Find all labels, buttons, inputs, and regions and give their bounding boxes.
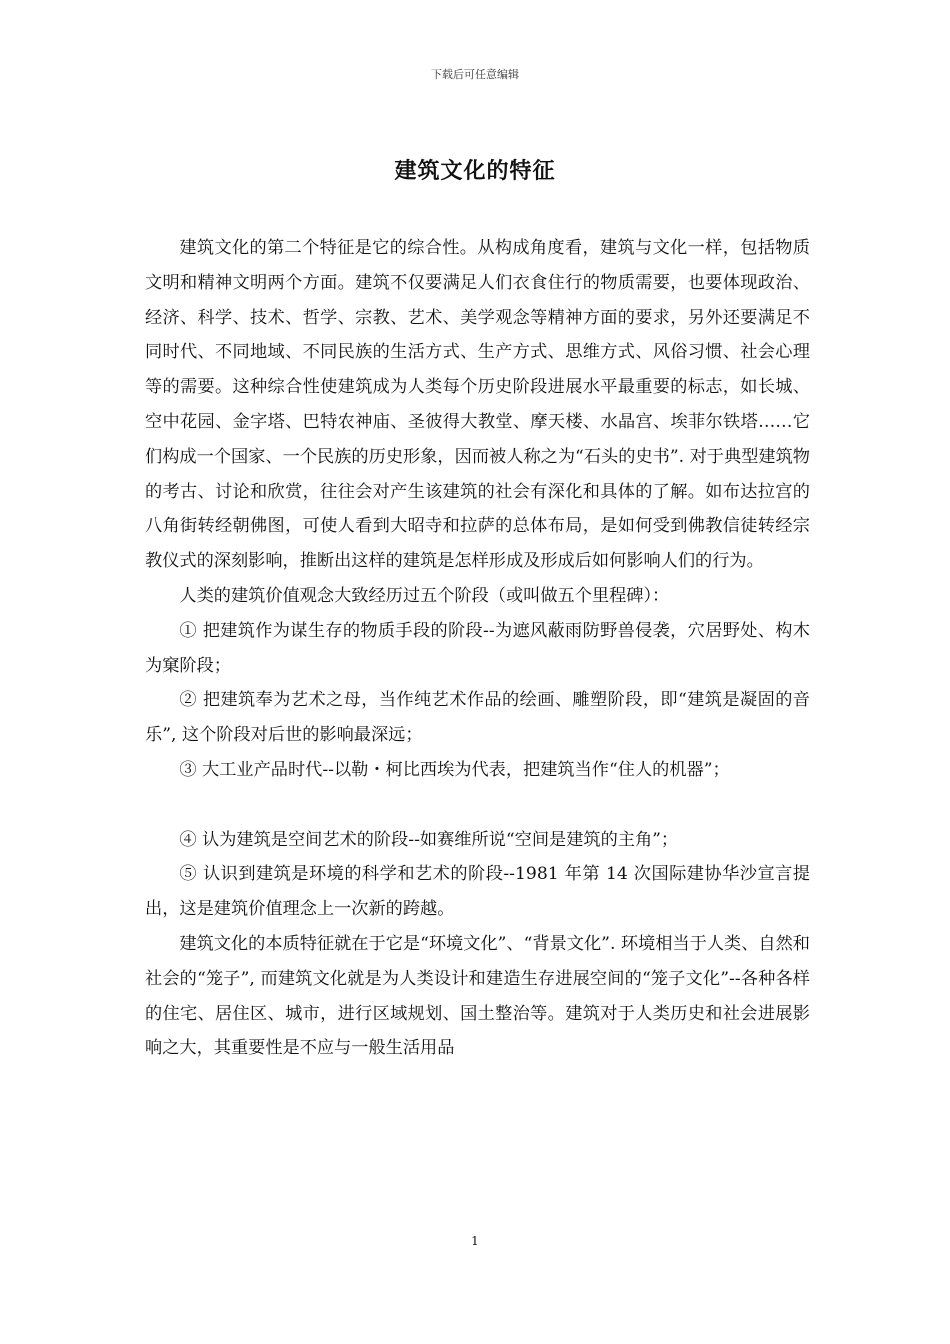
- paragraph-comprehensiveness: 建筑文化的第二个特征是它的综合性。从构成角度看，建筑与文化一样，包括物质文明和精神文明两个方面。建筑不仅要满足人们衣食住行的物质需要，也要体现政治、经济、科学、技术、哲学、宗教、艺术、美学观念等精神方面的要求，另外还要满足不同时代、不同地域、不同民族的生活方式、生产方式、思维方式、风俗习惯、社会心理等的需要。这种综合性使建筑成为人类每个历史阶段进展水平最重要的标志，如长城、空中花园、金字塔、巴特农神庙、圣彼得大教堂、摩天楼、水晶宫、埃菲尔铁塔……它们构成一个国家、一个民族的历史形象，因而被人称之为“石头的史书”. 对于典型建筑物的考古、讨论和欣赏，往往会对产生该建筑的社会有深化和具体的了解。如布达拉宫的八角街转经朝佛图，可使人看到大昭寺和拉萨的总体布局，是如何受到佛教信徒转经宗教仪式的深刻影响，推断出这样的建筑是怎样形成及形成后如何影响人们的行为。: [145, 238, 810, 572]
- document-title: 建筑文化的特征: [394, 158, 556, 184]
- paragraph-stage-1: ① 把建筑作为谋生存的物质手段的阶段--为遮风蔽雨防野兽侵袭，穴居野处、构木为窠阶段；: [145, 620, 810, 676]
- paragraph-stage-5: ⑤ 认识到建筑是环境的科学和艺术的阶段--1981 年第 14 次国际建协华沙宣言提出，这是建筑价值理念上一次新的跨越。: [145, 864, 810, 920]
- paragraph-five-stages-intro: 人类的建筑价值观念大致经历过五个阶段（或叫做五个里程碑）：: [179, 585, 670, 606]
- page-number: 1: [471, 1234, 479, 1248]
- paragraph-stage-3: ③ 大工业产品时代--以勒・柯比西埃为代表，把建筑当作“住人的机器”；: [179, 759, 730, 780]
- paragraph-stage-4: ④ 认为建筑是空间艺术的阶段--如赛维所说“空间是建筑的主角”；: [179, 829, 679, 850]
- paragraph-essential-feature: 建筑文化的本质特征就在于它是“环境文化”、“背景文化”. 环境相当于人类、自然和社会的“笼子”, 而建筑文化就是为人类设计和建造生存进展空间的“笼子文化”--各种各样的住宅、居住区、城市，进行区域规划、国土整治等。建筑对于人类历史和社会进展影响之大，其重要性是不应与一般生活用品: [145, 933, 810, 1059]
- header-note: 下载后可任意编辑: [431, 68, 519, 81]
- document-body: [145, 231, 810, 1066]
- paragraph-stage-2: ② 把建筑奉为艺术之母，当作纯艺术作品的绘画、雕塑阶段，即“建筑是凝固的音乐”, 这个阶段对后世的影响最深远；: [145, 690, 810, 746]
